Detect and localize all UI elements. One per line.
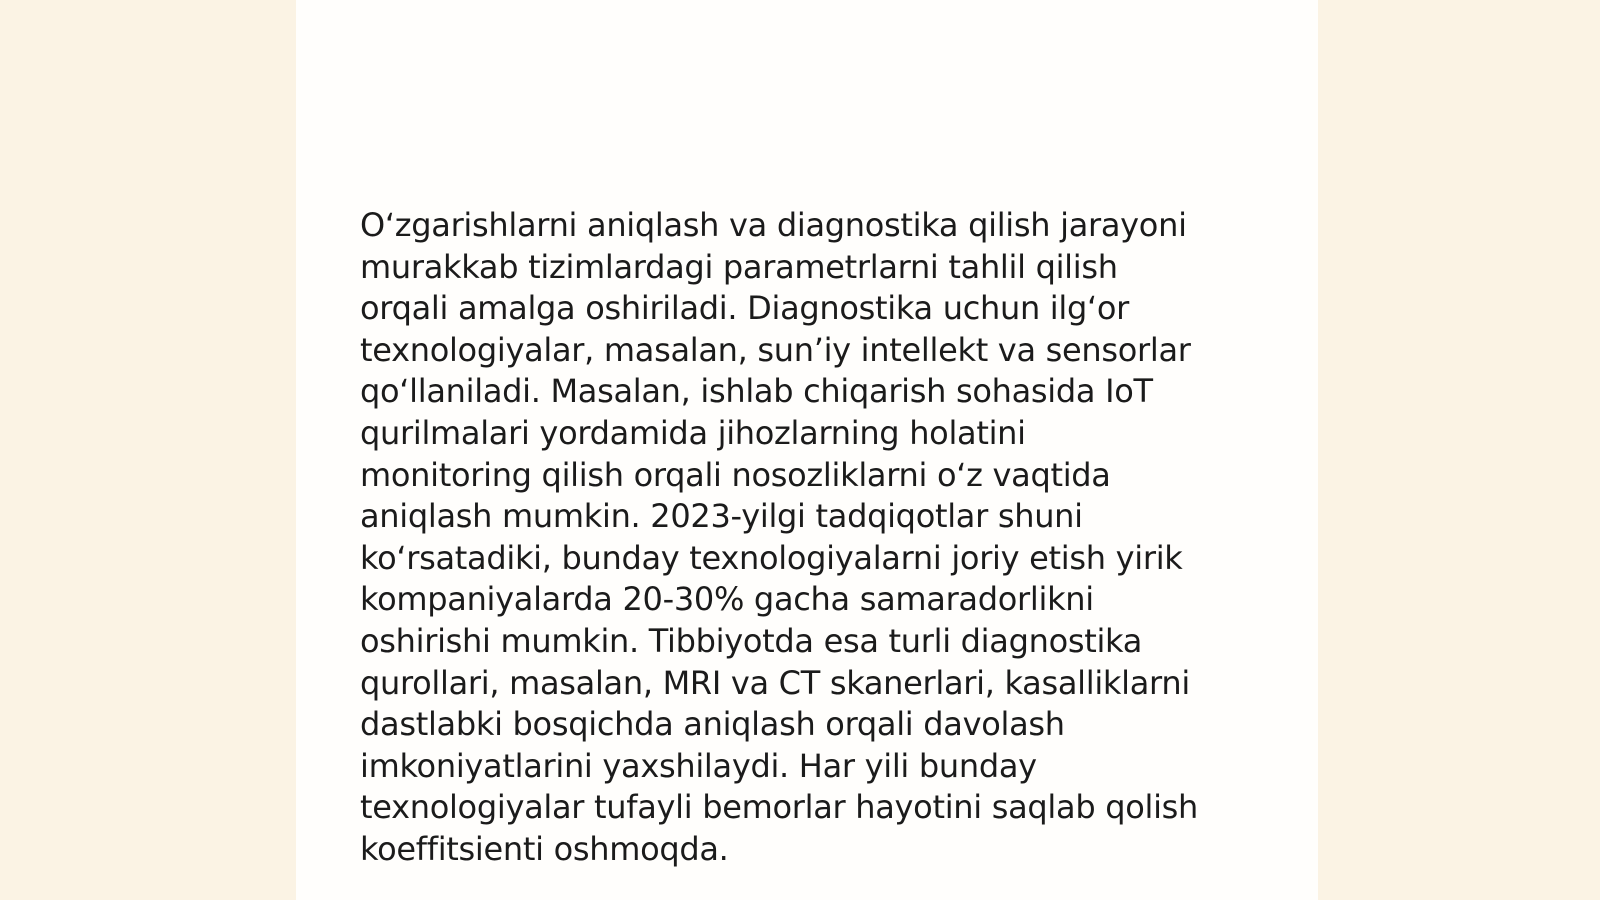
paragraph-line: kompaniyalarda 20-30% gacha samaradorlikni [360, 580, 1094, 619]
paragraph-line: O‘zgarishlarni aniqlash va diagnostika qilish jarayoni [360, 206, 1187, 244]
paragraph-line: qurollari, masalan, MRI va CT skanerlari, kasalliklarni [360, 663, 1190, 702]
left-margin-background [0, 0, 296, 900]
paragraph-line: qo‘llaniladi. Masalan, ishlab chiqarish sohasida IoT [360, 372, 1153, 411]
paragraph-line: koeffitsienti oshmoqda. [360, 829, 729, 868]
paragraph-line: monitoring qilish orqali nosozliklarni o‘z vaqtida [360, 455, 1111, 494]
paragraph-line: dastlabki bosqichda aniqlash orqali davolash [360, 705, 1065, 744]
paragraph-line: oshirishi mumkin. Tibbiyotda esa turli diagnostika [360, 621, 1143, 660]
paragraph-line: murakkab tizimlardagi parametrlarni tahlil qilish [360, 247, 1118, 286]
document-page [296, 0, 1318, 900]
paragraph-line: aniqlash mumkin. 2023-yilgi tadqiqotlar shuni [360, 497, 1083, 536]
body-paragraph [360, 205, 1240, 871]
paragraph-line: ko‘rsatadiki, bunday texnologiyalarni joriy etish yirik [360, 538, 1183, 577]
paragraph-line: imkoniyatlarini yaxshilaydi. Har yili bunday [360, 746, 1037, 785]
right-margin-background [1318, 0, 1600, 900]
paragraph-line: texnologiyalar, masalan, sun’iy intellekt va sensorlar [360, 330, 1191, 369]
paragraph-line: orqali amalga oshiriladi. Diagnostika uchun ilg‘or [360, 289, 1130, 328]
paragraph-line: texnologiyalar tufayli bemorlar hayotini saqlab qolish [360, 788, 1199, 827]
paragraph-line: qurilmalari yordamida jihozlarning holatini [360, 413, 1026, 452]
